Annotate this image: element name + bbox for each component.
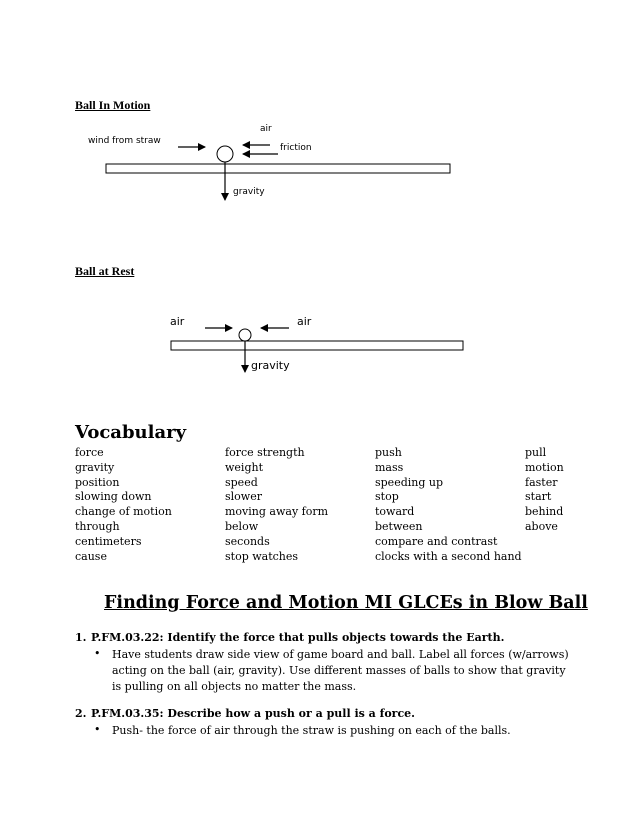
- vocab-word: slowing down: [75, 490, 152, 504]
- vocab-word: change of motion: [75, 505, 172, 519]
- vocab-word: mass: [375, 460, 404, 474]
- vocab-word: gravity: [75, 460, 115, 474]
- label-air-right: air: [297, 315, 312, 328]
- vocab-word: start: [525, 490, 552, 504]
- vocab-word: below: [225, 520, 259, 533]
- item-2-bullet: Push- the force of air through the straw is pushing on each of the balls.: [112, 724, 511, 737]
- vocab-word: position: [75, 475, 120, 489]
- page-heading: Finding Force and Motion MI GLCEs in Blow Ball: [104, 593, 588, 613]
- vocab-word: weight: [225, 460, 263, 474]
- label-air: air: [260, 124, 272, 134]
- ball-2: [239, 329, 251, 341]
- vocab-word: between: [375, 520, 423, 533]
- vocab-word: clocks with a second hand: [375, 549, 522, 563]
- vocab-word: above: [525, 520, 558, 533]
- item-1-number: 1.: [75, 631, 87, 644]
- game-board-2: [171, 341, 463, 350]
- vocab-word: stop watches: [225, 549, 299, 563]
- vocab-word: behind: [525, 505, 564, 519]
- item-2-number: 2.: [75, 707, 87, 720]
- vocab-word: slower: [225, 490, 262, 504]
- vocab-word: toward: [375, 505, 415, 519]
- label-gravity-2: gravity: [251, 359, 290, 372]
- vocab-word: through: [75, 520, 120, 533]
- vocab-word: cause: [75, 549, 107, 563]
- label-gravity-1: gravity: [233, 187, 265, 197]
- item-1-title: P.FM.03.22: Identify the force that pulls objects towards the Earth.: [91, 631, 505, 644]
- vocab-word: force strength: [225, 446, 305, 459]
- item-2-bullet-dot: •: [94, 723, 101, 736]
- vocab-word: speed: [225, 475, 258, 489]
- item-1-bullet: Have students draw side view of game board and ball. Label all forces (w/arrows) acting on the ball (air, gravity). Use different masses of balls to show that gravity is pulling on all objects no matter the mass.: [112, 648, 569, 693]
- label-friction: friction: [280, 143, 312, 153]
- section-title-ball-in-motion: Ball In Motion: [75, 98, 151, 112]
- vocab-word: force: [75, 446, 104, 459]
- vocab-word: faster: [525, 475, 558, 489]
- vocab-word: stop: [375, 490, 399, 504]
- label-air-left: air: [170, 315, 185, 328]
- vocab-word: speeding up: [375, 475, 444, 489]
- vocab-word: motion: [525, 460, 564, 474]
- item-2-title: P.FM.03.35: Describe how a push or a pull is a force.: [91, 707, 415, 720]
- vocab-word: push: [375, 446, 402, 459]
- vocab-word: compare and contrast: [375, 534, 498, 548]
- label-wind-from-straw: wind from straw: [88, 136, 161, 146]
- vocab-word: seconds: [225, 534, 270, 548]
- vocab-word: centimeters: [75, 534, 142, 548]
- vocab-word: pull: [525, 446, 547, 459]
- section-title-ball-at-rest: Ball at Rest: [75, 264, 135, 278]
- item-1-bullet-dot: •: [94, 647, 101, 660]
- vocabulary-title: Vocabulary: [75, 422, 187, 443]
- vocab-word: moving away form: [225, 505, 329, 519]
